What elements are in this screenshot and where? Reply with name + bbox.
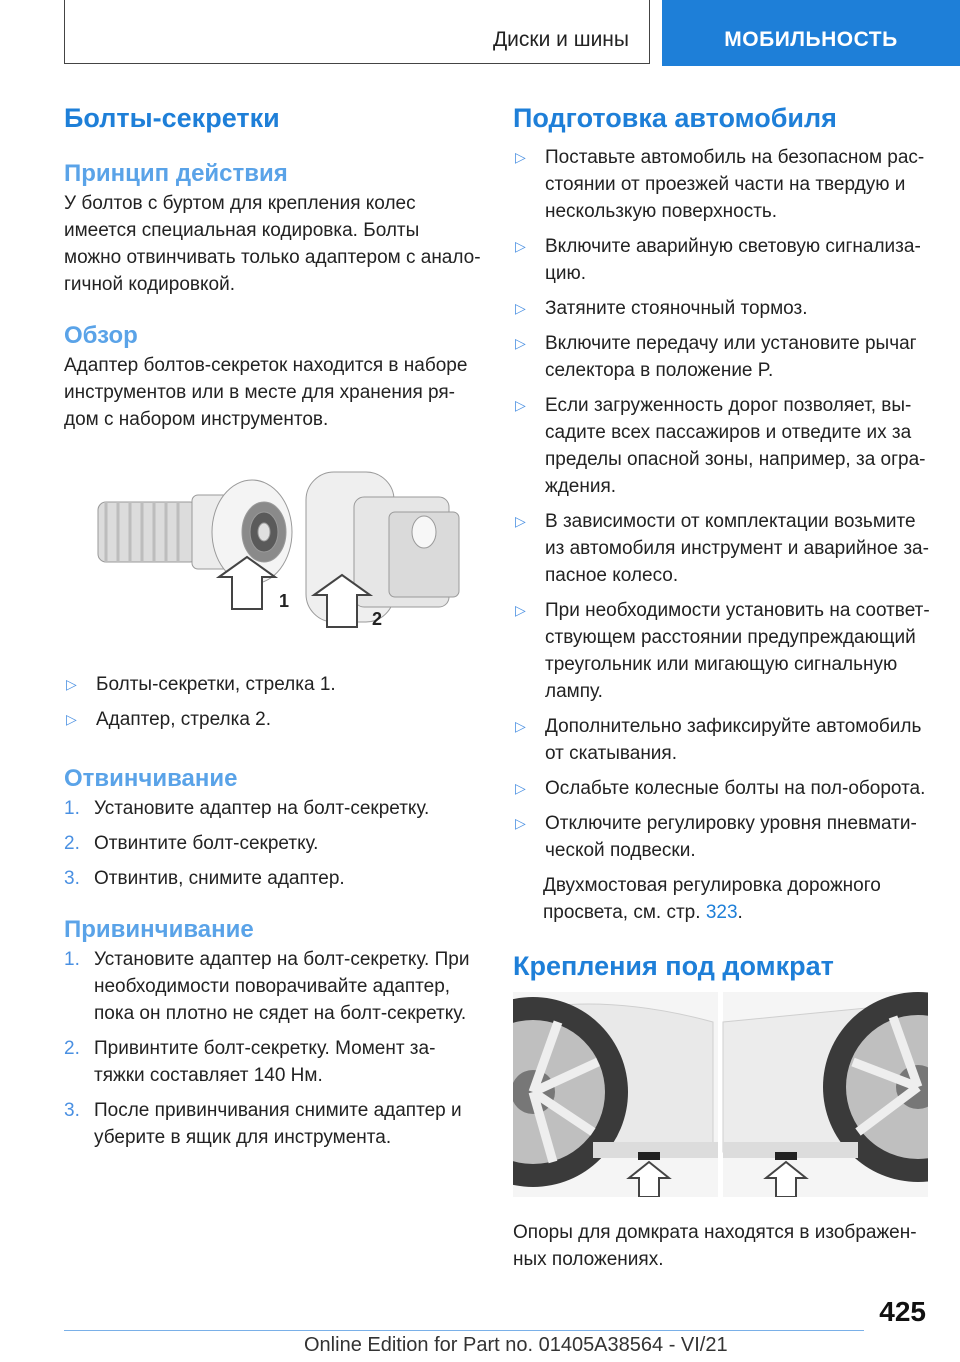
step-text: Установите адаптер на болт-секретку. При — [94, 949, 470, 970]
step-number: 1. — [64, 798, 80, 819]
figure-label-1: 1 — [279, 591, 290, 611]
list-item — [513, 775, 933, 802]
prep-item-line: При необходимости установить на соответ- — [545, 600, 930, 621]
step-text: необходимости поворачивайте адаптер, — [94, 976, 451, 997]
header-tab-mobility[interactable] — [662, 0, 960, 66]
list-item — [513, 597, 933, 705]
triangle-bullet-icon: ▷ — [515, 718, 526, 734]
left-column — [64, 100, 484, 1159]
list-item — [513, 144, 933, 225]
jack-points-illustration — [513, 992, 928, 1197]
triangle-bullet-icon: ▷ — [515, 335, 526, 351]
prep-item-text — [545, 775, 925, 802]
section-title-vehicle-prep: Подготовка автомобиля — [513, 103, 837, 133]
triangle-bullet-icon: ▷ — [515, 238, 526, 254]
prep-item-line: ждения. — [545, 476, 617, 497]
triangle-bullet-icon: ▷ — [515, 815, 526, 831]
prep-item-line: треугольник или мигающую сигнальную — [545, 654, 898, 675]
note-block — [513, 872, 933, 926]
step-number: 3. — [64, 1100, 80, 1121]
step-text: уберите в ящик для инструмента. — [94, 1127, 392, 1148]
section-title-locking-bolts: Болты-секретки — [64, 103, 280, 133]
triangle-bullet-icon: ▷ — [515, 397, 526, 413]
step-number: 2. — [64, 833, 80, 854]
prep-item-text — [545, 392, 926, 500]
prep-item-line: Дополнительно зафиксируйте автомобиль — [545, 716, 922, 737]
prep-item-line: садите всех пассажиров и отведите их за — [545, 422, 912, 443]
prep-item-line: от скатывания. — [545, 743, 677, 764]
prep-item-line: ческой подвески. — [545, 840, 696, 861]
step-text: Отвинтив, снимите адаптер. — [94, 868, 345, 889]
list-item — [513, 392, 933, 500]
prep-item-line: из автомобиля инструмент и аварийное за- — [545, 538, 929, 559]
prep-item-line: пасное колесо. — [545, 565, 679, 586]
note-line-1: Двухмостовая регулировка дорожного — [543, 875, 881, 896]
jack-points-photo — [513, 992, 928, 1197]
prep-item-text — [545, 144, 924, 225]
header-section-title: Диски и шины — [492, 28, 629, 51]
principle-line-3: можно отвинчивать только адаптером с анало- — [64, 247, 481, 268]
page-reference-link[interactable]: 323 — [705, 902, 738, 923]
triangle-bullet-icon: ▷ — [515, 513, 526, 529]
locking-bolt-figure — [64, 457, 484, 657]
triangle-bullet-icon: ▷ — [515, 780, 526, 796]
note-text: просвета, см. стр. — [543, 902, 706, 923]
prep-item-line: Ослабьте колесные болты на пол-оборота. — [545, 778, 926, 799]
list-item — [513, 295, 933, 322]
list-item — [513, 508, 933, 589]
prep-list — [513, 144, 933, 864]
triangle-bullet-icon: ▷ — [515, 602, 526, 618]
step-text: Установите адаптер на болт-секретку. — [94, 798, 430, 819]
bullet-text: Адаптер, стрелка 2. — [96, 709, 272, 730]
prep-item-line: селектора в положение P. — [545, 360, 774, 381]
prep-item-line: Включите передачу или установите рычаг — [545, 333, 917, 354]
prep-item-text — [545, 508, 929, 589]
heading-principle: Принцип действия — [64, 160, 288, 187]
right-column — [513, 100, 933, 1273]
list-item — [64, 865, 484, 892]
footer-divider — [64, 1330, 864, 1331]
triangle-bullet-icon: ▷ — [515, 149, 526, 165]
jack-caption-line-1: Опоры для домкрата находятся в изображен- — [513, 1222, 917, 1243]
step-text: тяжки составляет 140 Нм. — [94, 1065, 323, 1086]
prep-item-line: Отключите регулировку уровня пневмати- — [545, 813, 917, 834]
list-item — [64, 706, 484, 733]
jack-caption-line-2: ных положениях. — [513, 1249, 664, 1270]
prep-item-line: Если загруженность дорог позволяет, вы- — [545, 395, 912, 416]
prep-item-text — [545, 713, 921, 767]
principle-line-2: имеется специальная кодировка. Болты — [64, 220, 420, 241]
list-item — [64, 795, 484, 822]
list-item — [513, 810, 933, 864]
prep-item-text — [545, 597, 930, 705]
header-tab-label: МОБИЛЬНОСТЬ — [724, 28, 898, 51]
page-number: 425 — [879, 1296, 926, 1327]
step-text: Отвинтите болт-секретку. — [94, 833, 319, 854]
step-number: 1. — [64, 949, 80, 970]
heading-overview: Обзор — [64, 322, 138, 349]
prep-item-line: пределы опасной зоны, например, за огра- — [545, 449, 926, 470]
overview-line-1: Адаптер болтов-секреток находится в наборе — [64, 355, 468, 376]
prep-item-line: цию. — [545, 263, 587, 284]
step-text: После привинчивания снимите адаптер и — [94, 1100, 462, 1121]
list-item — [513, 233, 933, 287]
prep-item-line: ствующем расстоянии предупреждающий — [545, 627, 916, 648]
bullet-text: Болты-секретки, стрелка 1. — [96, 674, 336, 695]
prep-item-line: Затяните стояночный тормоз. — [545, 298, 808, 319]
list-item — [64, 671, 484, 698]
step-number: 3. — [64, 868, 80, 889]
step-text: пока он плотно не сядет на болт-секретку. — [94, 1003, 467, 1024]
triangle-bullet-icon: ▷ — [515, 300, 526, 316]
prep-item-line: Включите аварийную световую сигнализа- — [545, 236, 921, 257]
prep-item-text — [545, 233, 921, 287]
list-item — [64, 946, 484, 1027]
principle-line-1: У болтов с буртом для крепления колес — [64, 193, 416, 214]
list-item — [513, 713, 933, 767]
section-title-jack-points: Крепления под домкрат — [513, 951, 834, 981]
triangle-bullet-icon: ▷ — [66, 711, 77, 727]
footer-edition: Online Edition for Part no. 01405A38564 - VI/21 — [304, 1334, 728, 1356]
list-item — [64, 1035, 484, 1089]
header-box — [64, 0, 650, 64]
prep-item-line: лампу. — [545, 681, 603, 702]
list-item — [513, 330, 933, 384]
prep-item-line: стоянии от проезжей части на твердую и — [545, 174, 906, 195]
prep-item-line: В зависимости от комплектации возьмите — [545, 511, 916, 532]
locking-bolt-illustration — [64, 457, 484, 657]
prep-item-line: нескользкую поверхность. — [545, 201, 778, 222]
figure-label-2: 2 — [372, 609, 383, 629]
prep-item-text — [545, 295, 808, 322]
overview-line-2: инструментов или в месте для хранения ря- — [64, 382, 456, 403]
overview-line-3: дом с набором инструментов. — [64, 409, 329, 430]
heading-unscrew: Отвинчивание — [64, 765, 238, 792]
note-line-2 — [543, 899, 933, 926]
step-text: Привинтите болт-секретку. Момент за- — [94, 1038, 436, 1059]
note-suffix: . — [737, 902, 743, 923]
list-item — [64, 1097, 484, 1151]
list-item — [64, 830, 484, 857]
prep-item-text — [545, 810, 917, 864]
step-number: 2. — [64, 1038, 80, 1059]
prep-item-text — [545, 330, 917, 384]
principle-line-4: гичной кодировкой. — [64, 274, 235, 295]
prep-item-line: Поставьте автомобиль на безопасном рас- — [545, 147, 925, 168]
heading-screw: Привинчивание — [64, 916, 254, 943]
triangle-bullet-icon: ▷ — [66, 676, 77, 692]
